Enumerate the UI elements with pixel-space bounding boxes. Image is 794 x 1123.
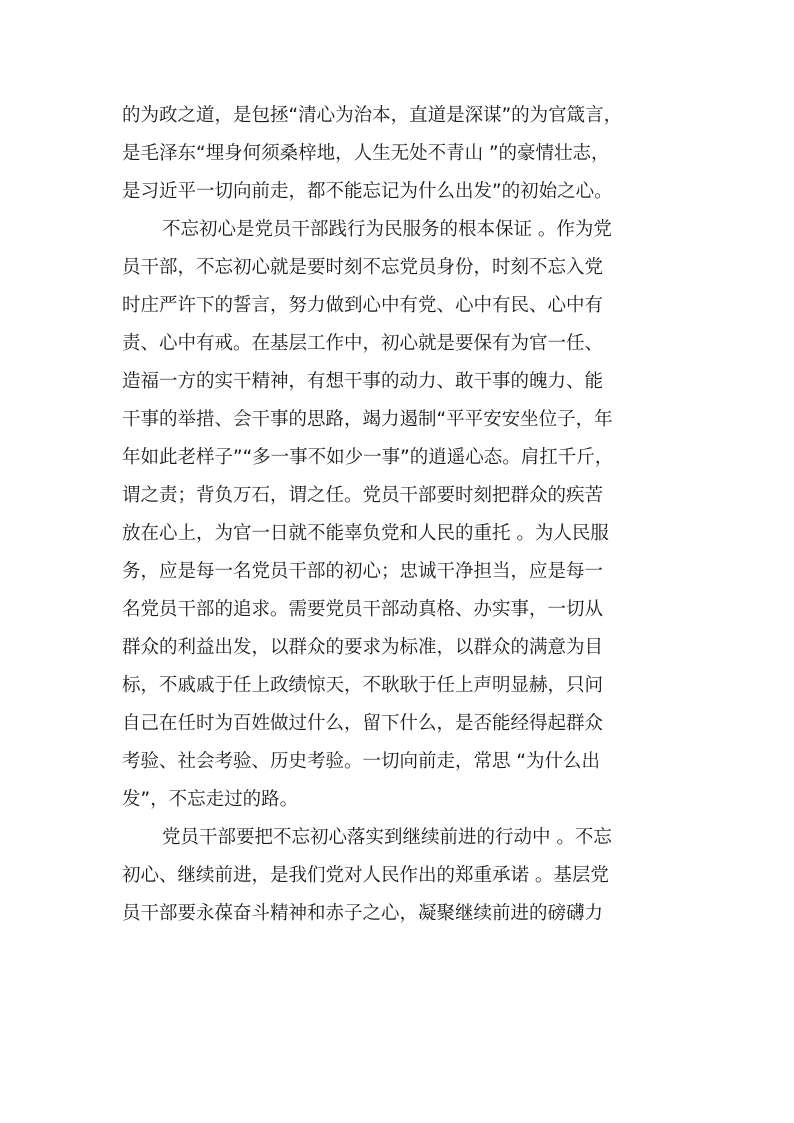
paragraph-3 (122, 819, 678, 933)
text-line: 党员干部要把不忘初心落实到继续前进的行动中 。不忘 (162, 827, 612, 848)
text-line: 员干部要永葆奋斗精神和赤子之心，凝聚继续前进的磅礴力 (122, 903, 604, 924)
text-line: 时庄严许下的誓言，努力做到心中有党、心中有民、心中有 (122, 295, 604, 316)
text-line: 是习近平一切向前走，都不能忘记为什么出发”的初始之心。 (122, 181, 613, 202)
text-line: 年如此老样子”“多一事不如少一事”的逍遥心态。肩扛千斤， (122, 447, 614, 468)
text-line: 造福一方的实干精神，有想干事的动力、敢干事的魄力、能 (122, 371, 604, 392)
paragraph-2 (122, 211, 678, 819)
text-line: 初心、继续前进，是我们党对人民作出的郑重承诺 。基层党 (122, 865, 609, 886)
text-line: 员干部，不忘初心就是要时刻不忘党员身份，时刻不忘入党 (122, 257, 604, 278)
text-line: 发”，不忘走过的路。 (122, 789, 299, 810)
text-line: 责、心中有戒。在基层工作中，初心就是要保有为官一任、 (122, 333, 604, 354)
text-line: 放在心上，为官一日就不能辜负党和人民的重托 。为人民服 (122, 523, 609, 544)
document-body (122, 97, 678, 933)
text-line: 名党员干部的追求。需要党员干部动真格、办实事，一切从 (122, 599, 604, 620)
text-line: 不忘初心是党员干部践行为民服务的根本保证 。作为党 (162, 219, 612, 240)
text-line: 干事的举措、会干事的思路，竭力遏制“平平安安坐位子，年 (122, 409, 613, 430)
text-line: 群众的利益出发，以群众的要求为标准，以群众的满意为目 (122, 637, 604, 658)
text-line: 谓之责；背负万石，谓之任。党员干部要时刻把群众的疾苦 (122, 485, 604, 506)
text-line: 务，应是每一名党员干部的初心；忠诚干净担当，应是每一 (122, 561, 604, 582)
text-line: 考验、社会考验、历史考验。一切向前走，常思 “为什么出 (122, 751, 600, 772)
text-line: 是毛泽东“埋身何须桑梓地，人生无处不青山 ”的豪情壮志， (122, 143, 610, 164)
text-line: 标，不戚戚于任上政绩惊天，不耿耿于任上声明显赫，只问 (122, 675, 604, 696)
paragraph-1 (122, 97, 678, 211)
text-line: 的为政之道，是包拯“清心为治本，直道是深谋”的为官箴言， (122, 105, 623, 126)
text-line: 自己在任时为百姓做过什么，留下什么，是否能经得起群众 (122, 713, 604, 734)
